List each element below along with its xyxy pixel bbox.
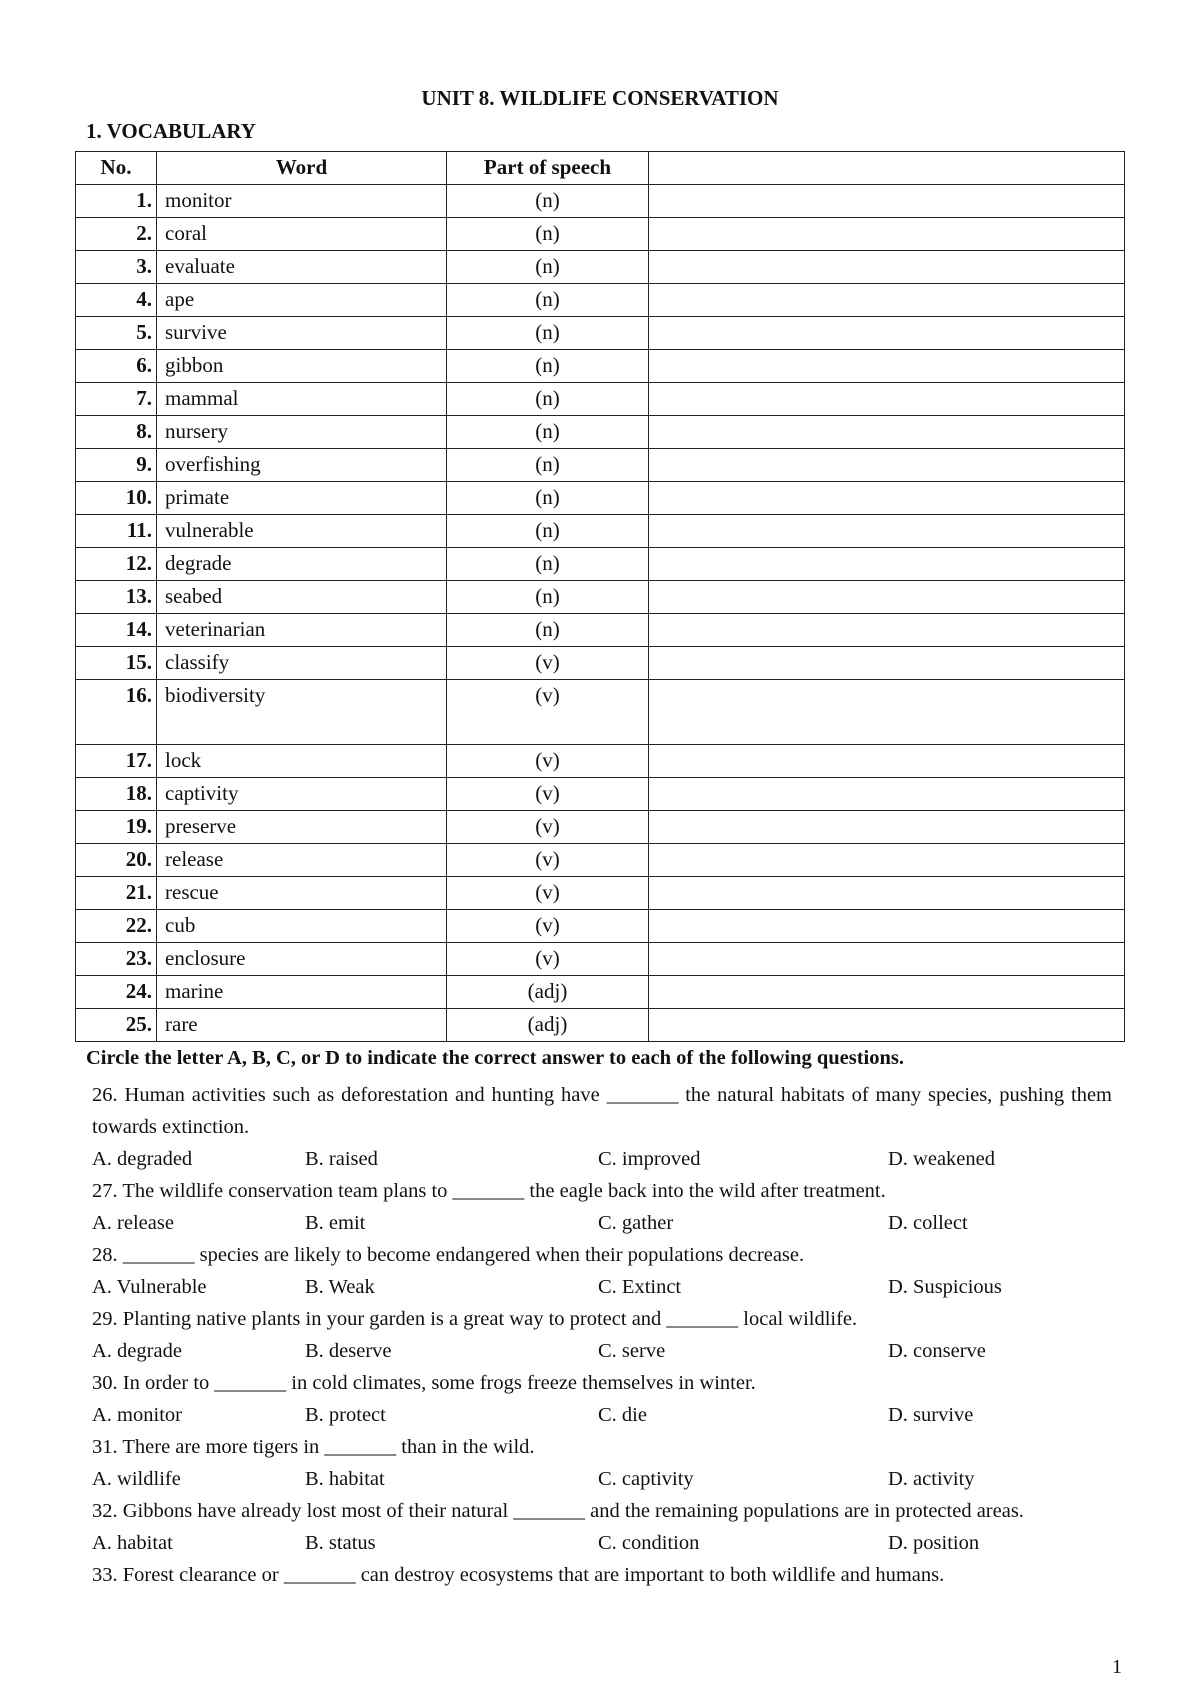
row-number: 1.	[76, 185, 157, 218]
row-part-of-speech: (v)	[447, 745, 649, 778]
row-meaning	[649, 647, 1125, 680]
answer-options	[92, 1463, 1112, 1495]
row-word: mammal	[157, 383, 447, 416]
page-title: UNIT 8. WILDLIFE CONSERVATION	[421, 86, 779, 110]
answer-options	[92, 1271, 1112, 1303]
row-meaning	[649, 284, 1125, 317]
row-number: 24.	[76, 976, 157, 1009]
row-word: monitor	[157, 185, 447, 218]
row-part-of-speech: (n)	[447, 284, 649, 317]
table-row	[76, 383, 1125, 416]
option-a[interactable]: A. degrade	[92, 1340, 182, 1362]
row-word: veterinarian	[157, 614, 447, 647]
table-row	[76, 976, 1125, 1009]
row-part-of-speech: (n)	[447, 581, 649, 614]
row-number: 3.	[76, 251, 157, 284]
table-row	[76, 185, 1125, 218]
question-text: 31. There are more tigers in _______ than in the wild.	[92, 1436, 535, 1458]
row-number: 7.	[76, 383, 157, 416]
row-number: 6.	[76, 350, 157, 383]
table-row	[76, 877, 1125, 910]
row-word: vulnerable	[157, 515, 447, 548]
row-part-of-speech: (n)	[447, 383, 649, 416]
row-meaning	[649, 185, 1125, 218]
row-number: 13.	[76, 581, 157, 614]
table-row	[76, 811, 1125, 844]
option-b[interactable]: B. emit	[305, 1212, 366, 1234]
row-part-of-speech: (v)	[447, 844, 649, 877]
option-d[interactable]: D. collect	[888, 1212, 968, 1234]
row-word: degrade	[157, 548, 447, 581]
option-b[interactable]: B. status	[305, 1532, 376, 1554]
row-word: primate	[157, 482, 447, 515]
instruction: Circle the letter A, B, C, or D to indicate the correct answer to each of the following questions.	[86, 1047, 904, 1069]
table-row	[76, 910, 1125, 943]
option-d[interactable]: D. activity	[888, 1468, 975, 1490]
row-number: 21.	[76, 877, 157, 910]
row-word: preserve	[157, 811, 447, 844]
option-d[interactable]: D. survive	[888, 1404, 974, 1426]
row-word: coral	[157, 218, 447, 251]
option-d[interactable]: D. position	[888, 1532, 980, 1554]
option-b[interactable]: B. Weak	[305, 1276, 375, 1298]
option-d[interactable]: D. weakened	[888, 1148, 996, 1170]
row-number: 4.	[76, 284, 157, 317]
option-c[interactable]: C. serve	[598, 1340, 666, 1362]
table-row	[76, 317, 1125, 350]
row-part-of-speech: (n)	[447, 449, 649, 482]
row-part-of-speech: (adj)	[447, 976, 649, 1009]
answer-options	[92, 1335, 1112, 1367]
row-word: release	[157, 844, 447, 877]
row-part-of-speech: (n)	[447, 218, 649, 251]
question-list	[92, 1079, 1112, 1591]
row-meaning	[649, 482, 1125, 515]
header-no: No.	[76, 152, 157, 185]
row-part-of-speech: (v)	[447, 943, 649, 976]
table-row	[76, 350, 1125, 383]
row-word: nursery	[157, 416, 447, 449]
table-row	[76, 581, 1125, 614]
option-c[interactable]: C. improved	[598, 1148, 701, 1170]
row-meaning	[649, 548, 1125, 581]
table-row	[76, 614, 1125, 647]
section-heading: 1. VOCABULARY	[86, 119, 256, 143]
row-meaning	[649, 811, 1125, 844]
option-b[interactable]: B. habitat	[305, 1468, 385, 1490]
table-row	[76, 745, 1125, 778]
option-c[interactable]: C. die	[598, 1404, 647, 1426]
option-a[interactable]: A. wildlife	[92, 1468, 181, 1490]
row-part-of-speech: (n)	[447, 548, 649, 581]
row-number: 23.	[76, 943, 157, 976]
page-number: 1	[1112, 1656, 1122, 1678]
option-a[interactable]: A. habitat	[92, 1532, 173, 1554]
table-row	[76, 844, 1125, 877]
row-number: 25.	[76, 1009, 157, 1042]
question-text: 29. Planting native plants in your garden is a great way to protect and _______ local wildlife.	[92, 1308, 858, 1330]
row-part-of-speech: (n)	[447, 185, 649, 218]
row-word: marine	[157, 976, 447, 1009]
row-word: seabed	[157, 581, 447, 614]
row-meaning	[649, 581, 1125, 614]
table-row	[76, 778, 1125, 811]
table-row	[76, 449, 1125, 482]
question-text: 26. Human activities such as deforestation and hunting have _______ the natural habitats of many species, pushing them towards extinction.	[92, 1084, 1112, 1138]
row-part-of-speech: (n)	[447, 416, 649, 449]
row-number: 5.	[76, 317, 157, 350]
question-item	[92, 1175, 1112, 1239]
row-part-of-speech: (n)	[447, 317, 649, 350]
table-row	[76, 943, 1125, 976]
row-part-of-speech: (n)	[447, 614, 649, 647]
question-text: 27. The wildlife conservation team plans to _______ the eagle back into the wild after treatment.	[92, 1180, 886, 1202]
row-number: 2.	[76, 218, 157, 251]
row-meaning	[649, 680, 1125, 745]
question-item	[92, 1303, 1112, 1367]
table-row	[76, 416, 1125, 449]
row-part-of-speech: (v)	[447, 811, 649, 844]
row-meaning	[649, 449, 1125, 482]
row-meaning	[649, 317, 1125, 350]
table-row	[76, 218, 1125, 251]
row-word: evaluate	[157, 251, 447, 284]
row-part-of-speech: (n)	[447, 350, 649, 383]
row-part-of-speech: (v)	[447, 680, 649, 745]
table-row	[76, 284, 1125, 317]
row-meaning	[649, 515, 1125, 548]
row-meaning	[649, 910, 1125, 943]
table-row	[76, 647, 1125, 680]
question-item	[92, 1495, 1112, 1559]
row-meaning	[649, 218, 1125, 251]
row-part-of-speech: (n)	[447, 515, 649, 548]
row-word: gibbon	[157, 350, 447, 383]
option-b[interactable]: B. deserve	[305, 1340, 392, 1362]
row-word: rare	[157, 1009, 447, 1042]
header-word: Word	[157, 152, 447, 185]
question-text: 30. In order to _______ in cold climates, some frogs freeze themselves in winter.	[92, 1372, 756, 1394]
row-number: 19.	[76, 811, 157, 844]
row-number: 22.	[76, 910, 157, 943]
option-b[interactable]: B. protect	[305, 1404, 386, 1426]
question-item	[92, 1559, 1112, 1591]
row-word: biodiversity	[157, 680, 447, 745]
row-number: 11.	[76, 515, 157, 548]
row-meaning	[649, 1009, 1125, 1042]
row-meaning	[649, 416, 1125, 449]
row-meaning	[649, 943, 1125, 976]
option-a[interactable]: A. degraded	[92, 1148, 193, 1170]
row-number: 16.	[76, 680, 157, 745]
header-meaning	[649, 152, 1125, 185]
option-c[interactable]: C. condition	[598, 1532, 700, 1554]
table-row	[76, 515, 1125, 548]
question-item	[92, 1431, 1112, 1495]
row-number: 20.	[76, 844, 157, 877]
row-meaning	[649, 745, 1125, 778]
row-part-of-speech: (v)	[447, 910, 649, 943]
row-meaning	[649, 251, 1125, 284]
option-d[interactable]: D. Suspicious	[888, 1276, 1002, 1298]
answer-options	[92, 1207, 1112, 1239]
row-number: 17.	[76, 745, 157, 778]
row-number: 18.	[76, 778, 157, 811]
header-part-of-speech: Part of speech	[447, 152, 649, 185]
row-number: 8.	[76, 416, 157, 449]
row-number: 14.	[76, 614, 157, 647]
table-row	[76, 482, 1125, 515]
row-part-of-speech: (n)	[447, 482, 649, 515]
row-word: survive	[157, 317, 447, 350]
row-meaning	[649, 778, 1125, 811]
row-number: 9.	[76, 449, 157, 482]
row-word: classify	[157, 647, 447, 680]
table-row	[76, 1009, 1125, 1042]
row-meaning	[649, 877, 1125, 910]
row-part-of-speech: (v)	[447, 877, 649, 910]
question-item	[92, 1367, 1112, 1431]
row-part-of-speech: (v)	[447, 647, 649, 680]
vocabulary-table	[75, 151, 1125, 1042]
option-a[interactable]: A. monitor	[92, 1404, 182, 1426]
option-a[interactable]: A. Vulnerable	[92, 1276, 207, 1298]
option-d[interactable]: D. conserve	[888, 1340, 986, 1362]
row-word: enclosure	[157, 943, 447, 976]
table-row	[76, 680, 1125, 745]
row-word: ape	[157, 284, 447, 317]
row-number: 15.	[76, 647, 157, 680]
row-meaning	[649, 976, 1125, 1009]
row-meaning	[649, 350, 1125, 383]
option-b[interactable]: B. raised	[305, 1148, 378, 1170]
table-header-row	[76, 152, 1125, 185]
row-number: 12.	[76, 548, 157, 581]
answer-options	[92, 1527, 1112, 1559]
row-meaning	[649, 844, 1125, 877]
row-word: overfishing	[157, 449, 447, 482]
row-word: rescue	[157, 877, 447, 910]
row-part-of-speech: (n)	[447, 251, 649, 284]
row-part-of-speech: (adj)	[447, 1009, 649, 1042]
option-a[interactable]: A. release	[92, 1212, 174, 1234]
row-word: lock	[157, 745, 447, 778]
table-row	[76, 548, 1125, 581]
question-item	[92, 1079, 1112, 1175]
option-c[interactable]: C. captivity	[598, 1468, 694, 1490]
table-row	[76, 251, 1125, 284]
option-c[interactable]: C. gather	[598, 1212, 674, 1234]
row-meaning	[649, 614, 1125, 647]
answer-options	[92, 1399, 1112, 1431]
answer-options	[92, 1143, 1112, 1175]
row-meaning	[649, 383, 1125, 416]
question-text: 33. Forest clearance or _______ can destroy ecosystems that are important to both wildlife and humans.	[92, 1564, 945, 1586]
row-word: captivity	[157, 778, 447, 811]
question-text: 28. _______ species are likely to become endangered when their populations decrease.	[92, 1244, 805, 1266]
option-c[interactable]: C. Extinct	[598, 1276, 682, 1298]
row-number: 10.	[76, 482, 157, 515]
row-part-of-speech: (v)	[447, 778, 649, 811]
question-text: 32. Gibbons have already lost most of their natural _______ and the remaining populations are in protected areas.	[92, 1500, 1024, 1522]
row-word: cub	[157, 910, 447, 943]
question-item	[92, 1239, 1112, 1303]
